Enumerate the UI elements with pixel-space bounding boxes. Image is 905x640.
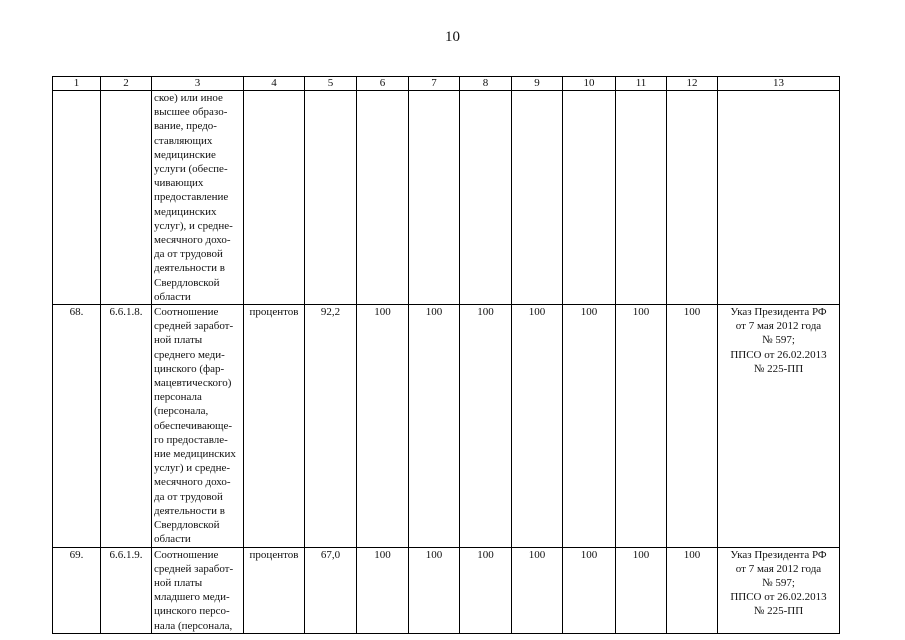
value-cell: 67,0	[305, 547, 357, 633]
row-code	[101, 91, 152, 305]
unit: процентов	[244, 547, 305, 633]
col-header: 12	[667, 77, 718, 91]
value-cell: 100	[563, 547, 616, 633]
indicators-table	[52, 76, 840, 634]
row-number: 69.	[53, 547, 101, 633]
table-row	[53, 305, 840, 547]
value-cell: 92,2	[305, 305, 357, 547]
value-cell	[512, 91, 563, 305]
value-cell: 100	[357, 305, 409, 547]
value-cell: 100	[512, 547, 563, 633]
value-cell	[667, 91, 718, 305]
col-header: 5	[305, 77, 357, 91]
value-cell	[357, 91, 409, 305]
col-header: 8	[460, 77, 512, 91]
value-cell: 100	[616, 305, 667, 547]
col-header: 9	[512, 77, 563, 91]
legal-basis: Указ Президента РФ от 7 мая 2012 года № 597; ППСО от 26.02.2013 № 225-ПП	[718, 305, 840, 547]
header-row	[53, 77, 840, 91]
indicator-name: Соотношение средней заработ- ной платы младшего меди- цинского персо- нала (персонала,	[152, 547, 244, 633]
value-cell: 100	[357, 547, 409, 633]
col-header: 4	[244, 77, 305, 91]
col-header: 13	[718, 77, 840, 91]
row-code: 6.6.1.9.	[101, 547, 152, 633]
value-cell: 100	[563, 305, 616, 547]
col-header: 10	[563, 77, 616, 91]
value-cell	[409, 91, 460, 305]
legal-basis: Указ Президента РФ от 7 мая 2012 года № 597; ППСО от 26.02.2013 № 225-ПП	[718, 547, 840, 633]
unit	[244, 91, 305, 305]
row-number: 68.	[53, 305, 101, 547]
value-cell	[305, 91, 357, 305]
table-row	[53, 547, 840, 633]
value-cell: 100	[512, 305, 563, 547]
value-cell	[563, 91, 616, 305]
col-header: 6	[357, 77, 409, 91]
value-cell: 100	[409, 305, 460, 547]
legal-basis	[718, 91, 840, 305]
value-cell: 100	[667, 547, 718, 633]
indicator-name: Соотношение средней заработ- ной платы среднего меди- цинского (фар- мацевтического) персонала (персонала, обеспечивающе- го предоставле- ние медицинских услуг) и средне- месячного дохо- да от трудовой деятельности в Свердловской области	[152, 305, 244, 547]
value-cell: 100	[616, 547, 667, 633]
col-header: 11	[616, 77, 667, 91]
row-code: 6.6.1.8.	[101, 305, 152, 547]
col-header: 1	[53, 77, 101, 91]
value-cell	[460, 91, 512, 305]
col-header: 7	[409, 77, 460, 91]
value-cell: 100	[460, 305, 512, 547]
value-cell	[616, 91, 667, 305]
col-header: 2	[101, 77, 152, 91]
unit: процентов	[244, 305, 305, 547]
col-header: 3	[152, 77, 244, 91]
page-number: 10	[445, 29, 460, 45]
value-cell: 100	[409, 547, 460, 633]
table-row	[53, 91, 840, 305]
value-cell: 100	[667, 305, 718, 547]
indicator-name: ское) или иное высшее образо- вание, предо- ставляющих медицинские услуги (обеспе- чивающих предоставление медицинских услуг), и средне- месячного дохо- да от трудовой деятельности в Свердловской области	[152, 91, 244, 305]
value-cell: 100	[460, 547, 512, 633]
row-number	[53, 91, 101, 305]
